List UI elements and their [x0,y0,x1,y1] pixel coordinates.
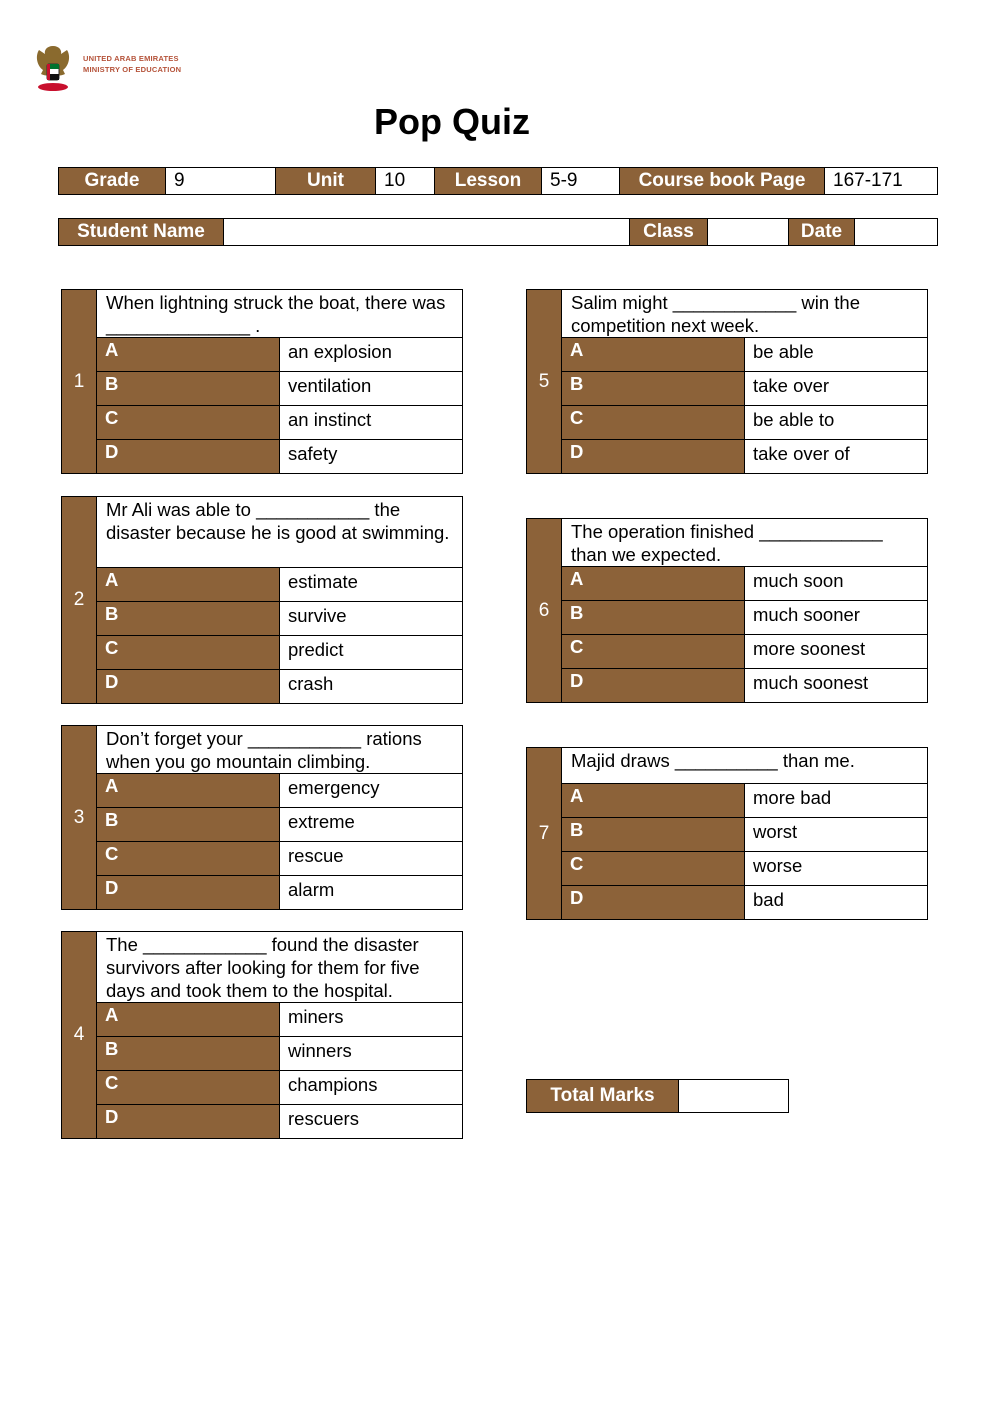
question-3-table [61,725,463,910]
question-number: 4 [62,932,97,1139]
ministry-line-2: MINISTRY OF EDUCATION [83,65,182,74]
answer-option-row[interactable] [62,636,463,670]
falcon-emblem-icon [33,42,73,94]
answer-option-row[interactable] [527,372,928,406]
answer-option-row[interactable] [527,406,928,440]
option-text[interactable]: extreme [280,808,463,842]
class-field[interactable] [708,219,789,246]
option-letter: B [97,808,280,842]
total-marks-field[interactable] [679,1080,789,1113]
lesson-label: Lesson [435,168,542,195]
course-info-table [58,167,938,195]
option-letter: B [562,818,745,852]
unit-label: Unit [276,168,376,195]
option-text[interactable]: an instinct [280,406,463,440]
answer-option-row[interactable] [527,601,928,635]
option-letter: B [97,372,280,406]
option-text[interactable]: more soonest [745,635,928,669]
option-text[interactable]: take over [745,372,928,406]
option-letter: C [562,406,745,440]
date-label: Date [789,219,855,246]
option-text[interactable]: be able [745,338,928,372]
option-text[interactable]: be able to [745,406,928,440]
option-letter: C [97,406,280,440]
option-letter: D [97,670,280,704]
question-6-table [526,518,928,703]
option-text[interactable]: winners [280,1037,463,1071]
question-number: 1 [62,290,97,474]
answer-option-row[interactable] [527,567,928,601]
option-letter: D [562,886,745,920]
option-letter: D [562,440,745,474]
answer-option-row[interactable] [62,1071,463,1105]
page-title: Pop Quiz [374,101,530,142]
student-name-field[interactable] [224,219,630,246]
option-text[interactable]: much soonest [745,669,928,703]
course-book-page-value: 167-171 [825,168,938,195]
option-text[interactable]: safety [280,440,463,474]
option-letter: D [97,1105,280,1139]
option-text[interactable]: ventilation [280,372,463,406]
option-letter: D [562,669,745,703]
question-number: 5 [527,290,562,474]
option-letter: C [97,636,280,670]
lesson-value: 5-9 [542,168,620,195]
question-5-table [526,289,928,474]
option-letter: C [97,842,280,876]
question-stem: Mr Ali was able to ___________ the disaster because he is good at swimming. [97,497,463,568]
option-letter: C [562,635,745,669]
answer-option-row[interactable] [62,1105,463,1139]
option-letter: A [562,567,745,601]
question-number: 2 [62,497,97,704]
date-field[interactable] [855,219,938,246]
answer-option-row[interactable] [527,818,928,852]
option-text[interactable]: much soon [745,567,928,601]
total-marks-table [526,1079,789,1113]
answer-option-row[interactable] [62,406,463,440]
option-letter: D [97,440,280,474]
answer-option-row[interactable] [62,372,463,406]
answer-option-row[interactable] [62,568,463,602]
option-letter: B [97,1037,280,1071]
option-text[interactable]: predict [280,636,463,670]
question-number: 6 [527,519,562,703]
student-name-label: Student Name [59,219,224,246]
ministry-line-1: UNITED ARAB EMIRATES [83,54,179,63]
question-stem: Majid draws __________ than me. [562,748,928,784]
answer-option-row[interactable] [62,1037,463,1071]
option-text[interactable]: worse [745,852,928,886]
option-letter: B [562,601,745,635]
answer-option-row[interactable] [527,886,928,920]
option-letter: A [97,1003,280,1037]
question-1-table [61,289,463,474]
answer-option-row[interactable] [62,338,463,372]
option-text[interactable]: miners [280,1003,463,1037]
option-text[interactable]: rescue [280,842,463,876]
ministry-logo [33,42,203,94]
grade-value: 9 [166,168,276,195]
question-stem: Salim might ____________ win the competition next week. [562,290,928,338]
option-letter: B [562,372,745,406]
answer-option-row[interactable] [62,602,463,636]
answer-option-row[interactable] [62,876,463,910]
question-stem: When lightning struck the boat, there was ______________ . [97,290,463,338]
unit-value: 10 [376,168,435,195]
answer-option-row[interactable] [62,440,463,474]
option-text[interactable]: bad [745,886,928,920]
answer-option-row[interactable] [527,784,928,818]
question-stem: The operation finished ____________ than we expected. [562,519,928,567]
option-text[interactable]: take over of [745,440,928,474]
question-stem: The ____________ found the disaster survivors after looking for them for five days and took them to the hospital. [97,932,463,1003]
answer-option-row[interactable] [62,1003,463,1037]
grade-label: Grade [59,168,166,195]
option-text[interactable]: rescuers [280,1105,463,1139]
total-marks-label: Total Marks [527,1080,679,1113]
answer-option-row[interactable] [62,670,463,704]
question-4-table [61,931,463,1139]
option-letter: A [562,338,745,372]
class-label: Class [630,219,708,246]
answer-option-row[interactable] [527,338,928,372]
answer-option-row[interactable] [527,852,928,886]
option-letter: C [97,1071,280,1105]
option-text[interactable]: more bad [745,784,928,818]
option-letter: A [97,774,280,808]
option-text[interactable]: an explosion [280,338,463,372]
answer-option-row[interactable] [62,842,463,876]
option-text[interactable]: worst [745,818,928,852]
answer-option-row[interactable] [527,669,928,703]
option-letter: A [97,568,280,602]
question-7-table [526,747,928,920]
question-number: 3 [62,726,97,910]
option-text[interactable]: champions [280,1071,463,1105]
answer-option-row[interactable] [62,774,463,808]
option-letter: C [562,852,745,886]
option-text[interactable]: survive [280,602,463,636]
option-text[interactable]: estimate [280,568,463,602]
course-book-page-label: Course book Page [620,168,825,195]
answer-option-row[interactable] [527,635,928,669]
student-info-table [58,218,938,246]
question-number: 7 [527,748,562,920]
question-2-table [61,496,463,704]
option-letter: A [97,338,280,372]
option-text[interactable]: emergency [280,774,463,808]
option-text[interactable]: much sooner [745,601,928,635]
answer-option-row[interactable] [527,440,928,474]
option-text[interactable]: crash [280,670,463,704]
option-text[interactable]: alarm [280,876,463,910]
option-letter: A [562,784,745,818]
option-letter: B [97,602,280,636]
question-stem: Don’t forget your ___________ rations when you go mountain climbing. [97,726,463,774]
answer-option-row[interactable] [62,808,463,842]
option-letter: D [97,876,280,910]
